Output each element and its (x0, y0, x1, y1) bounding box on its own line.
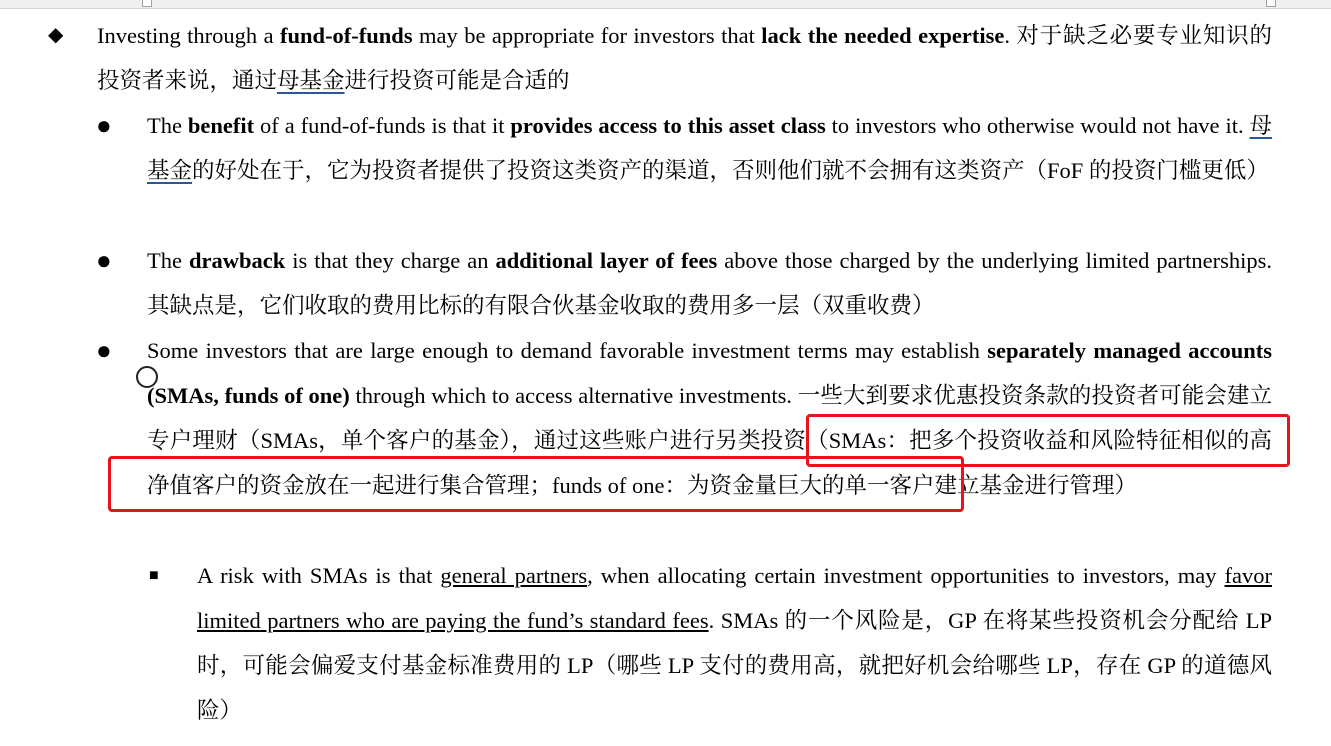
ruler-marker-icon[interactable] (1266, 0, 1276, 7)
text-run: . 对于缺乏必要专业知识的投资者来说，通过 (97, 23, 1272, 93)
dot-bullet-icon: ● (96, 246, 112, 275)
text-run: is that they charge an (285, 248, 496, 273)
bold-term: separately managed accounts (SMAs, funds of one) (147, 338, 1272, 408)
dot-bullet-icon: ● (96, 111, 112, 140)
paragraph-fund-of-funds (97, 13, 1272, 103)
text-run: Investing through a (97, 23, 281, 48)
highlight-box-2 (108, 456, 964, 512)
text-run: A risk with SMAs is that (197, 563, 441, 588)
ruler-bar (0, 0, 1331, 9)
text-run: . SMAs 的一个风险是，GP 在将某些投资机会分配给 LP 时，可能会偏爱支付基金标准费用的 LP（哪些 LP 支付的费用高，就把好机会给哪些 LP，存在 GP 的道德风险） (197, 608, 1272, 723)
square-bullet-icon: ■ (149, 567, 159, 584)
paragraph-benefit (147, 103, 1272, 193)
underlined-term: favor limited partners who are paying the fund’s standard fees (197, 563, 1272, 633)
bold-term: fund-of-funds (280, 23, 413, 48)
bold-term: drawback (188, 248, 286, 273)
text-run: to investors who otherwise would not have it. (825, 113, 1250, 138)
bold-term: benefit (187, 113, 255, 138)
text-run: 进行投资可能是合适的 (344, 68, 570, 93)
text-run: The (147, 248, 189, 273)
bold-term: lack the needed expertise (761, 23, 1005, 48)
text-run: , when allocating certain investment opportunities to investors, may (587, 563, 1225, 588)
text-run: The (147, 113, 188, 138)
bold-term: additional layer of fees (495, 248, 718, 273)
underlined-term: 母基金 (147, 113, 1272, 183)
text-run: of a fund-of-funds is that it (254, 113, 511, 138)
paragraph-drawback (147, 238, 1272, 328)
text-run: through which to access alternative investments. 一些大到要求优惠投资条款的投资者可能会建立专户理财（SMAs，单个客户的基金），通过这些账户进行另类投资（SMAs：把多个投资收益和风险特征相似的高净值客户的资金放在一起进行集合管理；funds of one：为资金量巨大的单一客户建立基金进行管理） (147, 383, 1272, 498)
bold-term: provides access to this asset class (510, 113, 826, 138)
text-run: may be appropriate for investors that (412, 23, 762, 48)
text-run: above those charged by the underlying limited partnerships. 其缺点是，它们收取的费用比标的有限合伙基金收取的费用多一层（双重收费） (147, 248, 1273, 318)
ruler-marker-icon[interactable] (142, 0, 152, 7)
text-run: 的好处在于，它为投资者提供了投资这类资产的渠道，否则他们就不会拥有这类资产（FoF 的投资门槛更低） (192, 158, 1269, 183)
underlined-term: 母基金 (277, 68, 345, 93)
diamond-bullet-icon: ◆ (48, 24, 64, 46)
dot-bullet-icon: ● (96, 336, 112, 365)
cursor-circle-icon (136, 366, 158, 388)
underlined-term: general partners (440, 563, 588, 588)
paragraph-sma-risk (197, 553, 1272, 733)
text-run: Some investors that are large enough to demand favorable investment terms may establish (147, 338, 988, 363)
